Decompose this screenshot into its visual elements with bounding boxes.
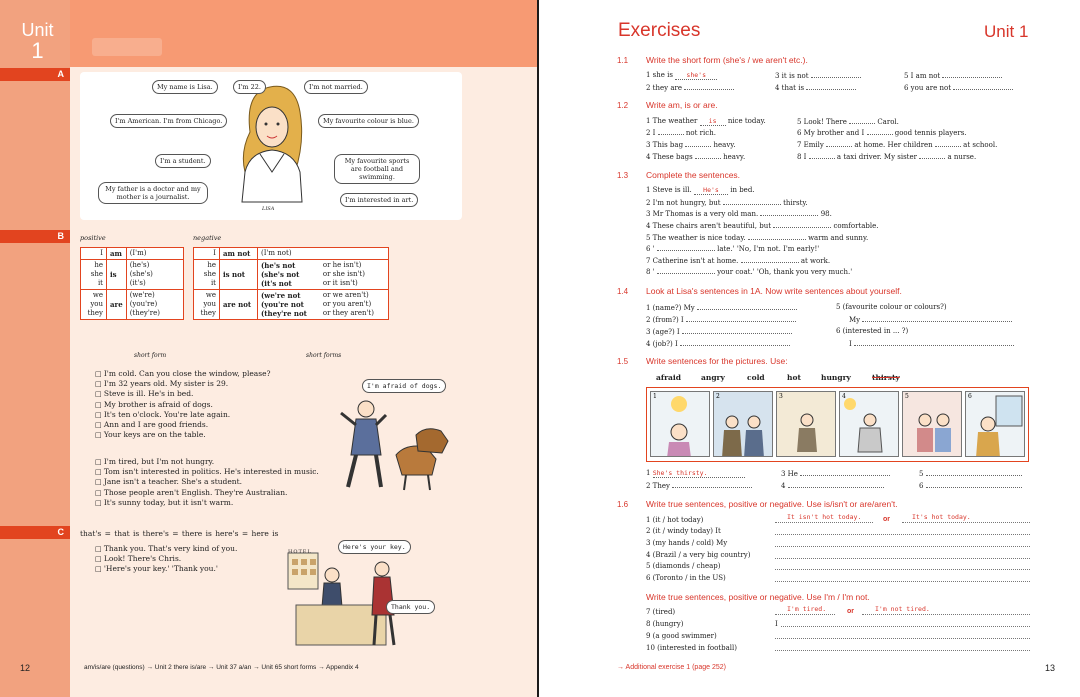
or-label: or bbox=[883, 516, 890, 523]
bubble-thank: Thank you. bbox=[386, 600, 435, 614]
exercise-number: 1.3 bbox=[617, 171, 629, 180]
lisa-illustration-panel bbox=[80, 72, 462, 220]
answer-line bbox=[775, 522, 873, 523]
section-c-marker: C bbox=[0, 526, 70, 539]
ex1-item: 4 that is bbox=[775, 83, 856, 92]
ex6-item: 3 (my hands / cold) My bbox=[646, 539, 728, 547]
exercise-instruction-2: Write true sentences, positive or negative. Use I'm / I'm not. bbox=[646, 592, 870, 602]
answer-line bbox=[775, 638, 1030, 639]
short-forms-label: short forms bbox=[306, 352, 342, 359]
section-b-marker: B bbox=[0, 230, 70, 243]
short-form-label: short form bbox=[134, 352, 167, 359]
word-option: hungry bbox=[821, 373, 851, 382]
exercise-instruction: Write true sentences, positive or negative. Use is/isn't or are/aren't. bbox=[646, 499, 898, 509]
ex2-item: 4 These bags heavy. bbox=[646, 153, 746, 161]
ex6-answer-2: It's hot today. bbox=[912, 513, 971, 521]
negative-table bbox=[193, 247, 389, 320]
list-item: □ Jane isn't a teacher. She's a student. bbox=[95, 477, 319, 487]
section-c-header: that's = that is there's = there is here's = here is bbox=[80, 529, 279, 538]
picture-1: 1 bbox=[650, 391, 710, 457]
ex1-item: 1 she is she's bbox=[646, 71, 717, 80]
ex6-answer-4: I'm not tired. bbox=[875, 605, 930, 613]
ex2-item: 2 I not rich. bbox=[646, 129, 716, 137]
left-margin-strip bbox=[0, 0, 70, 697]
examples-list-2 bbox=[95, 457, 319, 508]
ex5-item: 5 bbox=[919, 469, 1022, 478]
list-item: □ Look! There's Chris. bbox=[95, 554, 237, 564]
verb-cell: is not bbox=[220, 260, 258, 290]
ex3-item: 6 ' late.' 'No, I'm not. I'm early!' bbox=[646, 245, 820, 253]
short-cell: (he's) (she's) (it's) bbox=[126, 260, 183, 290]
table-row bbox=[194, 260, 389, 290]
ex5-item: 6 bbox=[919, 481, 1022, 490]
ex1-answer: she's bbox=[675, 71, 717, 80]
table-row bbox=[194, 248, 389, 260]
ex6-item: 5 (diamonds / cheap) bbox=[646, 562, 721, 570]
short-cell: (he's not (she's not (it's not bbox=[258, 260, 320, 290]
positive-table bbox=[80, 247, 184, 320]
page-title: Exercises bbox=[618, 20, 701, 41]
table-row bbox=[81, 248, 184, 260]
exercise-number: 1.4 bbox=[617, 287, 629, 296]
answer-line bbox=[775, 546, 1030, 547]
list-item: □ I'm cold. Can you close the window, please? bbox=[95, 369, 271, 379]
picture-2: 2 bbox=[713, 391, 773, 457]
table-row bbox=[81, 290, 184, 320]
unit-label: Unit bbox=[21, 20, 54, 40]
bubble-art: I'm interested in art. bbox=[340, 193, 418, 207]
bubble-married: I'm not married. bbox=[304, 80, 368, 94]
ex5-item: 2 They bbox=[646, 481, 752, 490]
verb-cell: am not bbox=[220, 248, 258, 260]
ex6-item8-start: I bbox=[775, 620, 778, 628]
ex6-item: 6 (Toronto / in the US) bbox=[646, 574, 726, 582]
answer-line bbox=[862, 614, 1030, 615]
bubble-age: I'm 22. bbox=[233, 80, 266, 94]
answer-line bbox=[775, 650, 1030, 651]
list-item: □ Those people aren't English. They're Australian. bbox=[95, 488, 319, 498]
bubble-student: I'm a student. bbox=[155, 154, 211, 168]
ex4-item: My bbox=[849, 315, 1012, 324]
pronoun-cell: we you they bbox=[81, 290, 107, 320]
ex6-item: 8 (hungry) bbox=[646, 620, 684, 628]
verb-cell: is bbox=[107, 260, 127, 290]
ex5-item: 3 He bbox=[781, 469, 890, 478]
ex6-item: 7 (tired) bbox=[646, 608, 676, 616]
answer-line bbox=[775, 569, 1030, 570]
answer-line bbox=[775, 614, 835, 615]
ex3-item: 3 Mr Thomas is a very old man. 98. bbox=[646, 210, 832, 218]
list-item: □ 'Here's your key.' 'Thank you.' bbox=[95, 564, 237, 574]
word-option: hot bbox=[787, 373, 801, 382]
exercise-instruction: Look at Lisa's sentences in 1A. Now write sentences about yourself. bbox=[646, 286, 902, 296]
exercise-number: 1.2 bbox=[617, 101, 629, 110]
ex2-item: 7 Emily at home. Her children at school. bbox=[797, 141, 998, 149]
answer-line bbox=[775, 558, 1030, 559]
verb-cell: are not bbox=[220, 290, 258, 320]
word-option-used: thirsty bbox=[872, 373, 900, 382]
bubble-sports: My favourite sports are football and swimming. bbox=[334, 154, 420, 184]
ex1-item: 2 they are bbox=[646, 83, 734, 92]
exercise-number: 1.1 bbox=[617, 56, 629, 65]
list-item: □ Tom isn't interested in politics. He's interested in music. bbox=[95, 467, 319, 477]
page-number-right: 13 bbox=[1045, 663, 1056, 673]
exercise-instruction: Write sentences for the pictures. Use: bbox=[646, 356, 788, 366]
ex3-item: 2 I'm not hungry, but thirsty. bbox=[646, 199, 808, 207]
verb-cell: am bbox=[107, 248, 127, 260]
unit-heading: Unit 1 bbox=[984, 22, 1029, 41]
ex2-item: 5 Look! There Carol. bbox=[797, 118, 899, 126]
short-cell: (I'm not) bbox=[258, 248, 389, 260]
or-label: or bbox=[847, 608, 854, 615]
ex1-item: 3 it is not bbox=[775, 71, 861, 80]
word-option: afraid bbox=[656, 373, 681, 382]
list-item: □ I'm 32 years old. My sister is 29. bbox=[95, 379, 271, 389]
lisa-caption: LISA bbox=[262, 206, 275, 212]
bubble-father: My father is a doctor and my mother is a journalist. bbox=[98, 182, 208, 204]
table-row bbox=[81, 260, 184, 290]
picture-5: 5 bbox=[902, 391, 962, 457]
verb-cell: are bbox=[107, 290, 127, 320]
ex4-item: I bbox=[849, 339, 1014, 348]
ex6-item: 2 (it / windy today) It bbox=[646, 527, 721, 535]
section-a-marker: A bbox=[0, 68, 70, 81]
bubble-american: I'm American. I'm from Chicago. bbox=[110, 114, 227, 128]
exercise-instruction: Write the short form (she's / we aren't etc.). bbox=[646, 55, 808, 65]
ex4-item: 5 (favourite colour or colours?) bbox=[836, 303, 947, 311]
table-row bbox=[194, 290, 389, 320]
ex4-item: 3 (age?) I bbox=[646, 327, 792, 336]
answer-line bbox=[775, 581, 1030, 582]
ex6-item: 9 (a good swimmer) bbox=[646, 632, 717, 640]
short-cell: (we're not (you're not (they're not bbox=[258, 290, 320, 320]
answer-line bbox=[781, 626, 1030, 627]
list-item: □ Steve is ill. He's in bed. bbox=[95, 389, 271, 399]
exercise-instruction: Write am, is or are. bbox=[646, 100, 718, 110]
ex2-item: 3 This bag heavy. bbox=[646, 141, 736, 149]
ex3-item: 4 These chairs aren't beautiful, but comfortable. bbox=[646, 222, 879, 230]
additional-exercise-link[interactable]: → Additional exercise 1 (page 252) bbox=[617, 664, 726, 671]
picture-3: 3 bbox=[776, 391, 836, 457]
pronoun-cell: I bbox=[81, 248, 107, 260]
answer-line bbox=[775, 534, 1030, 535]
ex1-item: 6 you are not bbox=[904, 83, 1013, 92]
ex2-item: 8 I a taxi driver. My sister a nurse. bbox=[797, 153, 977, 161]
unit-title-placeholder bbox=[92, 38, 162, 56]
man-and-dogs-drawing bbox=[336, 395, 456, 493]
ex4-item: 6 (interested in ... ?) bbox=[836, 327, 909, 335]
examples-list-3 bbox=[95, 544, 237, 575]
ex5-item: 4 bbox=[781, 481, 884, 490]
ex6-item: 10 (interested in football) bbox=[646, 644, 737, 652]
ex3-item: 8 ' your coat.' 'Oh, thank you very much.' bbox=[646, 268, 853, 276]
pronoun-cell: we you they bbox=[194, 290, 220, 320]
ex3-item: 1 Steve is ill. He's in bed. bbox=[646, 186, 755, 194]
pronoun-cell: he she it bbox=[194, 260, 220, 290]
ex2-item: 1 The weather is nice today. bbox=[646, 117, 766, 125]
ex1-item: 5 I am not bbox=[904, 71, 1002, 80]
list-item: □ Your keys are on the table. bbox=[95, 430, 271, 440]
list-item: □ Ann and I are good friends. bbox=[95, 420, 271, 430]
exercise-number: 1.5 bbox=[617, 357, 629, 366]
ex6-item: 1 (it / hot today) bbox=[646, 516, 704, 524]
pronoun-cell: he she it bbox=[81, 260, 107, 290]
bubble-key: Here's your key. bbox=[338, 540, 411, 554]
answer-line bbox=[902, 522, 1030, 523]
short-cell: (I'm) bbox=[126, 248, 183, 260]
examples-list-1 bbox=[95, 369, 271, 440]
exercise-number: 1.6 bbox=[617, 500, 629, 509]
bubble-afraid: I'm afraid of dogs. bbox=[362, 379, 446, 393]
ex2-item: 6 My brother and I good tennis players. bbox=[797, 129, 967, 137]
ex4-item: 1 (name?) My bbox=[646, 303, 797, 312]
ex3-item: 7 Catherine isn't at home. at work. bbox=[646, 257, 831, 265]
unit-title-band bbox=[70, 0, 537, 67]
bubble-name: My name is Lisa. bbox=[152, 80, 218, 94]
negative-label: negative bbox=[193, 234, 222, 242]
unit-number: 1 bbox=[31, 38, 44, 63]
ex5-item: 1 She's thirsty. bbox=[646, 469, 745, 478]
picture-6: 6 bbox=[965, 391, 1025, 457]
bubble-colour: My favourite colour is blue. bbox=[318, 114, 419, 128]
page-number-left: 12 bbox=[20, 663, 31, 673]
ex6-item: 4 (Brazil / a very big country) bbox=[646, 551, 751, 559]
hotel-sign: HOTEL bbox=[288, 549, 312, 555]
list-item: □ My brother is afraid of dogs. bbox=[95, 400, 271, 410]
word-option: angry bbox=[701, 373, 725, 382]
exercise-instruction: Complete the sentences. bbox=[646, 170, 741, 180]
picture-4: 4 bbox=[839, 391, 899, 457]
ex4-item: 2 (from?) I bbox=[646, 315, 796, 324]
list-item: □ It's ten o'clock. You're late again. bbox=[95, 410, 271, 420]
short-cell: (we're) (you're) (they're) bbox=[126, 290, 183, 320]
pronoun-cell: I bbox=[194, 248, 220, 260]
positive-label: positive bbox=[80, 234, 106, 242]
ex4-item: 4 (job?) I bbox=[646, 339, 790, 348]
ex6-answer-3: I'm tired. bbox=[787, 605, 827, 613]
list-item: □ Thank you. That's very kind of you. bbox=[95, 544, 237, 554]
ex3-item: 5 The weather is nice today. warm and sunny. bbox=[646, 234, 869, 242]
alt-cell: or we aren't) or you aren't) or they aren't) bbox=[320, 290, 389, 320]
left-footer-references: am/is/are (questions) → Unit 2 there is/are → Unit 37 a/an → Unit 65 short forms → Appendix 4 bbox=[84, 664, 359, 671]
list-item: □ It's sunny today, but it isn't warm. bbox=[95, 498, 319, 508]
word-option: cold bbox=[747, 373, 765, 382]
list-item: □ I'm tired, but I'm not hungry. bbox=[95, 457, 319, 467]
ex6-answer-1: It isn't hot today. bbox=[787, 513, 862, 521]
alt-cell: or he isn't) or she isn't) or it isn't) bbox=[320, 260, 389, 290]
